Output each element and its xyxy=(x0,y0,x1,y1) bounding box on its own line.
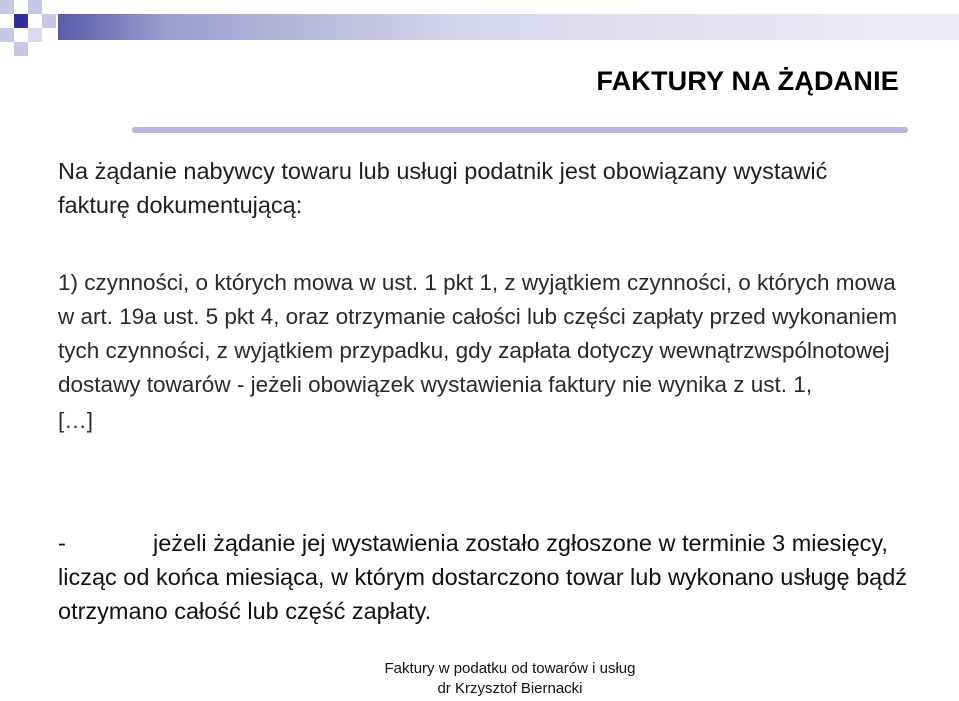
dash-marker: - xyxy=(58,530,66,556)
deco-square xyxy=(42,14,56,28)
slide-title: FAKTURY NA ŻĄDANIE xyxy=(596,66,899,96)
deco-square xyxy=(28,0,42,14)
deco-square xyxy=(14,42,28,56)
deco-square xyxy=(14,14,28,28)
corner-decoration xyxy=(0,0,959,60)
title-divider xyxy=(132,127,908,133)
footer-author: dr Krzysztof Biernacki xyxy=(437,680,583,697)
deco-square xyxy=(0,0,14,14)
ellipsis-bracket: […] xyxy=(58,408,94,433)
condition-text: jeżeli żądanie jej wystawienia zostało zgłoszone w terminie 3 miesięcy, licząc od końca miesiąca, w którym dostarczono towar lub wykonano usługę bądź otrzymano całość lub część zapłaty. xyxy=(58,530,908,624)
intro-paragraph: Na żądanie nabywcy towaru lub usługi podatnik jest obowiązany wystawić fakturę dokumentującą: xyxy=(58,158,828,218)
footer-course-title: Faktury w podatku od towarów i usług xyxy=(384,660,636,677)
point-1-text: 1) czynności, o których mowa w ust. 1 pkt 1, z wyjątkiem czynności, o których mowa w art. 19a ust. 5 pkt 4, oraz otrzymanie całości lub części zapłaty przed wykonaniem tych czynności, z wyjątkiem przypadku, gdy zapłata dotyczy wewnątrzwspólnotowej dostawy towarów - jeżeli obowiązek wystawienia faktury nie wynika z ust. 1, xyxy=(58,270,898,397)
slide-footer xyxy=(300,659,720,699)
deco-square xyxy=(28,28,42,42)
condition-paragraph xyxy=(58,526,938,628)
point-1-paragraph xyxy=(58,266,918,438)
deco-square xyxy=(0,28,14,42)
header-gradient-bar xyxy=(58,14,959,40)
